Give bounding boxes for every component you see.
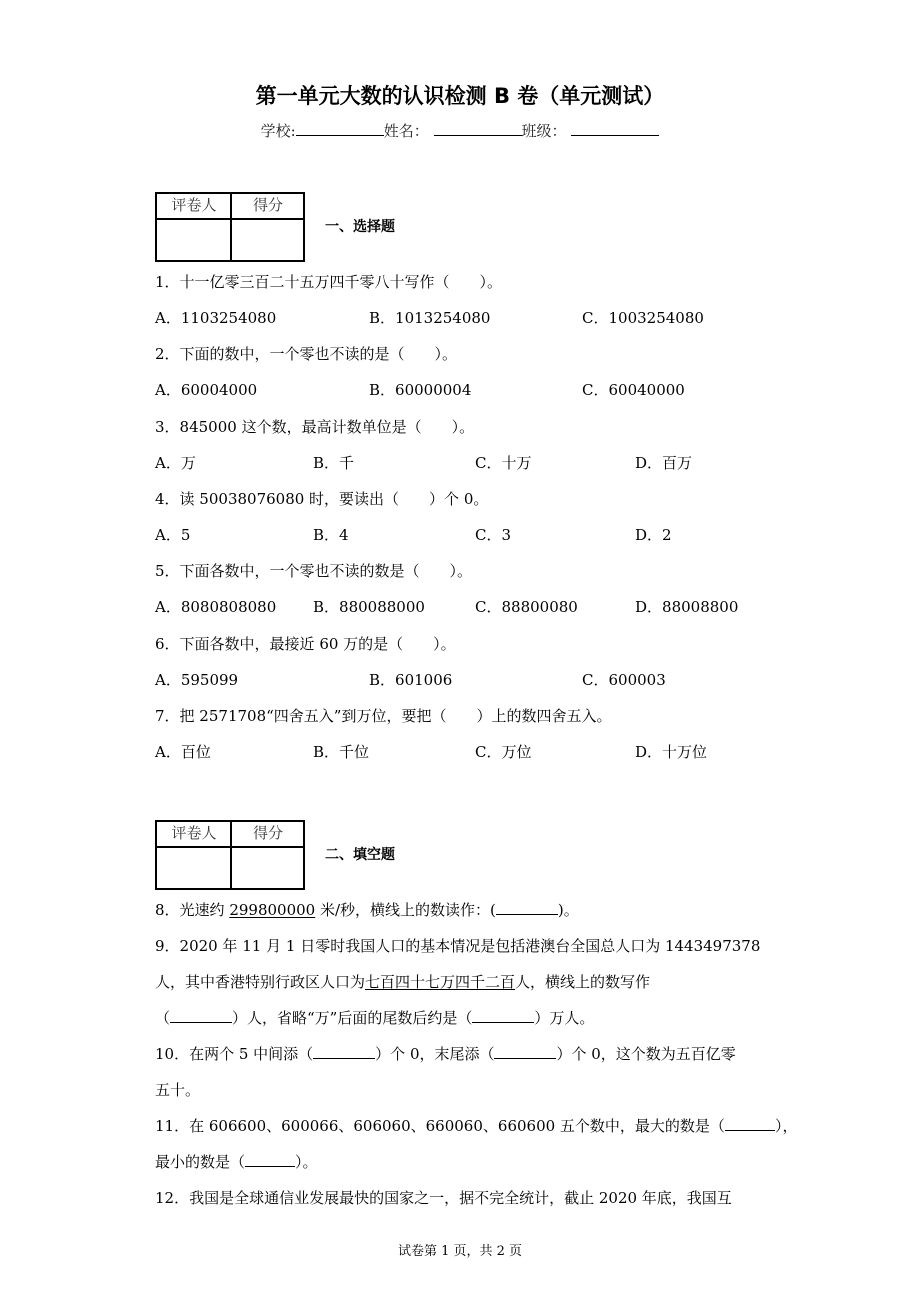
section-heading: 二、填空题 [325, 847, 395, 863]
reviewer-header: 评卷人 [157, 194, 231, 220]
option-c[interactable]: C．万位 [475, 742, 532, 761]
option-a[interactable]: A．1103254080 [155, 309, 277, 327]
question-10-line2: 五十。 [155, 1081, 201, 1099]
answer-blank[interactable] [496, 900, 558, 915]
option-c[interactable]: C．1003254080 [582, 309, 704, 327]
answer-blank[interactable] [472, 1008, 534, 1023]
option-b[interactable]: B．601006 [369, 670, 453, 689]
question-11-line2: 最小的数是（ ）。 [155, 1153, 318, 1171]
option-a[interactable]: A．60004000 [155, 381, 258, 400]
option-b[interactable]: B．1013254080 [369, 309, 491, 327]
question-9-line3: （ ）人，省略“万”后面的尾数后约是（ ）万人。 [155, 1009, 595, 1027]
question-9: 9．2020 年 11 月 1 日零时我国人口的基本情况是包括港澳台全国总人口为 1443497378 [155, 937, 761, 955]
score-box [155, 820, 305, 890]
page-title: 第一单元大数的认识检测 B 卷（单元测试） [255, 84, 665, 108]
option-d[interactable]: D．88008800 [635, 598, 739, 617]
answer-blank[interactable] [313, 1044, 375, 1059]
school-field[interactable] [296, 121, 384, 136]
score-header: 得分 [231, 194, 305, 220]
option-b[interactable]: B．千位 [313, 742, 370, 761]
question-12: 12．我国是全球通信业发展最快的国家之一，据不完全统计，截止 2020 年底，我国互 [155, 1189, 732, 1207]
divider [230, 194, 232, 260]
question-7: 7．把 2571708“四舍五入”到万位，要把（ ）上的数四舍五入。 [155, 706, 612, 725]
question-6: 6．下面各数中，最接近 60 万的是（ ）。 [155, 634, 456, 653]
underlined-text: 七百四十七万四千二百 [365, 973, 516, 991]
option-d[interactable]: D．2 [635, 525, 672, 544]
question-5: 5．下面各数中，一个零也不读的数是（ ）。 [155, 562, 473, 581]
option-c[interactable]: C．十万 [475, 453, 532, 472]
question-8: 8．光速约 299800000 米/秒，横线上的数读作：( )。 [155, 901, 579, 919]
option-d[interactable]: D．百万 [635, 453, 693, 472]
name-label: 姓名： [383, 122, 429, 140]
score-header: 得分 [231, 822, 305, 848]
name-field[interactable] [434, 121, 522, 136]
option-d[interactable]: D．十万位 [635, 742, 708, 761]
option-c[interactable]: C．88800080 [475, 598, 578, 617]
section-heading: 一、选择题 [325, 219, 395, 235]
answer-blank[interactable] [725, 1116, 775, 1131]
score-box [155, 192, 305, 262]
option-b[interactable]: B．千 [313, 453, 355, 472]
reviewer-header: 评卷人 [157, 822, 231, 848]
question-4: 4．读 50038076080 时，要读出（ ）个 0。 [155, 489, 489, 508]
class-field[interactable] [571, 121, 659, 136]
option-c[interactable]: C．3 [475, 525, 512, 544]
question-2: 2．下面的数中，一个零也不读的是（ ）。 [155, 345, 458, 364]
answer-blank[interactable] [170, 1008, 232, 1023]
option-b[interactable]: B．4 [313, 525, 349, 544]
page-footer: 试卷第 1 页，共 2 页 [397, 1244, 523, 1259]
option-b[interactable]: B．60000004 [369, 381, 472, 400]
option-a[interactable]: A．百位 [155, 742, 211, 761]
student-info [0, 121, 920, 141]
question-1: 1．十一亿零三百二十五万四千零八十写作（ ）。 [155, 273, 503, 291]
question-3: 3．845000 这个数，最高计数单位是（ ）。 [155, 417, 475, 436]
underlined-number: 299800000 [229, 901, 316, 919]
option-c[interactable]: C．600003 [582, 670, 666, 689]
option-a[interactable]: A．5 [155, 525, 191, 544]
class-label: 班级： [521, 122, 567, 140]
option-c[interactable]: C．60040000 [582, 381, 685, 400]
question-10: 10．在两个 5 中间添（ ）个 0，末尾添（ ）个 0，这个数为五百亿零 [155, 1045, 736, 1063]
option-b[interactable]: B．880088000 [313, 598, 425, 617]
option-a[interactable]: A．8080808080 [155, 598, 277, 617]
answer-blank[interactable] [494, 1044, 556, 1059]
question-11: 11．在 606600、600066、606060、660060、660600 五个数中，最大的数是（ ）， [155, 1117, 798, 1135]
option-a[interactable]: A．595099 [155, 670, 239, 689]
option-a[interactable]: A．万 [155, 453, 196, 472]
divider [230, 822, 232, 888]
question-9-line2: 人，其中香港特别行政区人口为七百四十七万四千二百人，横线上的数写作 [155, 973, 651, 991]
answer-blank[interactable] [245, 1152, 295, 1167]
school-label: 学校: [260, 122, 296, 140]
